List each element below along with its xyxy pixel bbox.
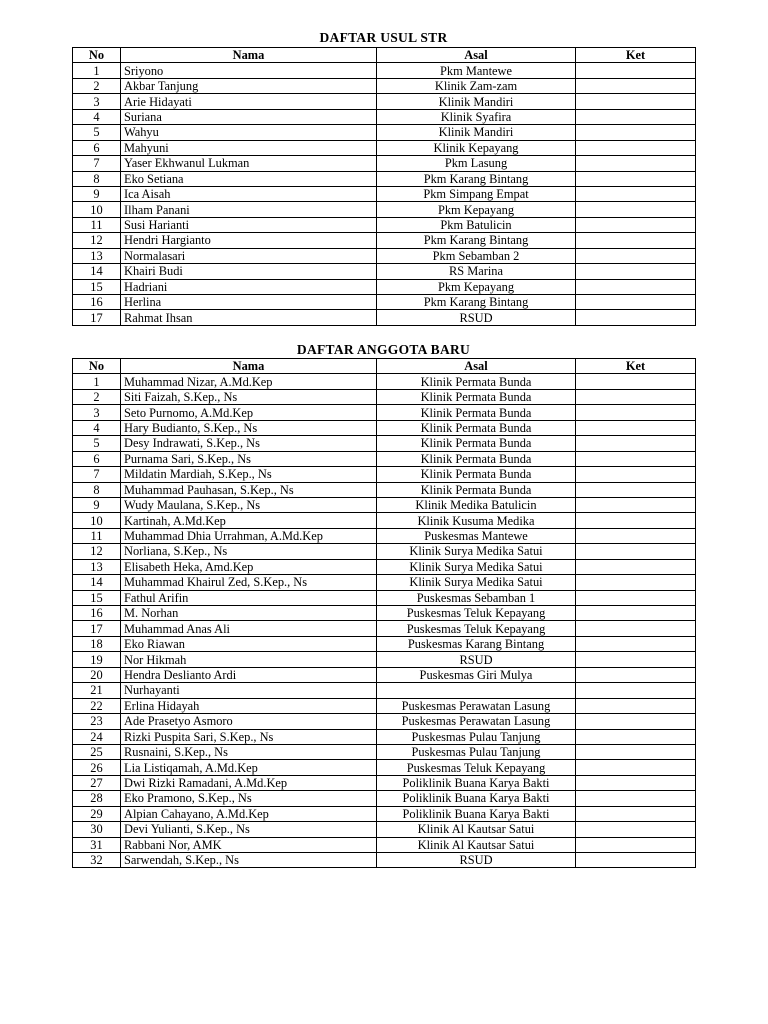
- cell-ket: [576, 279, 696, 294]
- cell-asal: Klinik Permata Bunda: [377, 436, 576, 451]
- table-row: [73, 606, 696, 621]
- table-row: [73, 405, 696, 420]
- cell-ket: [576, 714, 696, 729]
- cell-asal: Puskesmas Perawatan Lasung: [377, 698, 576, 713]
- cell-nama: Rusnaini, S.Kep., Ns: [121, 744, 377, 759]
- cell-nama: Desy Indrawati, S.Kep., Ns: [121, 436, 377, 451]
- cell-asal: Pkm Kepayang: [377, 279, 576, 294]
- cell-ket: [576, 667, 696, 682]
- table-row: [73, 482, 696, 497]
- cell-ket: [576, 497, 696, 512]
- table-row: [73, 140, 696, 155]
- cell-asal: Pkm Karang Bintang: [377, 233, 576, 248]
- cell-ket: [576, 590, 696, 605]
- cell-asal: Puskesmas Teluk Kepayang: [377, 606, 576, 621]
- cell-nama: Muhammad Anas Ali: [121, 621, 377, 636]
- cell-ket: [576, 760, 696, 775]
- table-row: [73, 248, 696, 263]
- cell-ket: [576, 729, 696, 744]
- cell-asal: Puskesmas Mantewe: [377, 528, 576, 543]
- table-row: [73, 171, 696, 186]
- cell-asal: Klinik Surya Medika Satui: [377, 575, 576, 590]
- cell-no: 28: [73, 791, 121, 806]
- cell-asal: Puskesmas Teluk Kepayang: [377, 621, 576, 636]
- cell-nama: Yaser Ekhwanul Lukman: [121, 156, 377, 171]
- cell-ket: [576, 202, 696, 217]
- cell-nama: Ica Aisah: [121, 186, 377, 201]
- cell-no: 24: [73, 729, 121, 744]
- cell-asal: Puskesmas Teluk Kepayang: [377, 760, 576, 775]
- cell-nama: Wahyu: [121, 125, 377, 140]
- table-row: [73, 156, 696, 171]
- cell-no: 12: [73, 544, 121, 559]
- cell-asal: Klinik Mandiri: [377, 125, 576, 140]
- table-row: [73, 806, 696, 821]
- table-row: [73, 698, 696, 713]
- table-row: [73, 652, 696, 667]
- cell-nama: Herlina: [121, 295, 377, 310]
- cell-asal: Klinik Surya Medika Satui: [377, 544, 576, 559]
- cell-nama: Rabbani Nor, AMK: [121, 837, 377, 852]
- cell-ket: [576, 652, 696, 667]
- cell-ket: [576, 374, 696, 389]
- cell-nama: Susi Harianti: [121, 217, 377, 232]
- cell-ket: [576, 125, 696, 140]
- anggota-baru-body: [73, 374, 696, 868]
- cell-no: 22: [73, 698, 121, 713]
- cell-ket: [576, 405, 696, 420]
- cell-no: 6: [73, 451, 121, 466]
- cell-no: 6: [73, 140, 121, 155]
- cell-asal: Klinik Kusuma Medika: [377, 513, 576, 528]
- cell-no: 17: [73, 310, 121, 325]
- usul-str-title: DAFTAR USUL STR: [319, 30, 448, 45]
- cell-no: 12: [73, 233, 121, 248]
- cell-asal: Klinik Medika Batulicin: [377, 497, 576, 512]
- cell-no: 15: [73, 590, 121, 605]
- cell-no: 13: [73, 248, 121, 263]
- cell-ket: [576, 837, 696, 852]
- cell-nama: Muhammad Nizar, A.Md.Kep: [121, 374, 377, 389]
- cell-asal: Pkm Kepayang: [377, 202, 576, 217]
- cell-asal: Puskesmas Giri Mulya: [377, 667, 576, 682]
- table-row: [73, 544, 696, 559]
- cell-ket: [576, 156, 696, 171]
- cell-asal: Klinik Syafira: [377, 109, 576, 124]
- table-row: [73, 575, 696, 590]
- cell-ket: [576, 575, 696, 590]
- cell-nama: Eko Pramono, S.Kep., Ns: [121, 791, 377, 806]
- cell-nama: Eko Setiana: [121, 171, 377, 186]
- cell-nama: Sarwendah, S.Kep., Ns: [121, 853, 377, 868]
- cell-asal: Klinik Permata Bunda: [377, 467, 576, 482]
- cell-no: 17: [73, 621, 121, 636]
- table-row: [73, 310, 696, 325]
- table-row: [73, 744, 696, 759]
- cell-ket: [576, 744, 696, 759]
- cell-asal: Puskesmas Karang Bintang: [377, 636, 576, 651]
- cell-asal: Klinik Permata Bunda: [377, 374, 576, 389]
- cell-asal: Puskesmas Perawatan Lasung: [377, 714, 576, 729]
- cell-no: 16: [73, 606, 121, 621]
- cell-no: 8: [73, 482, 121, 497]
- cell-nama: Hendra Deslianto Ardi: [121, 667, 377, 682]
- cell-ket: [576, 171, 696, 186]
- cell-ket: [576, 420, 696, 435]
- cell-ket: [576, 389, 696, 404]
- table-row: [73, 513, 696, 528]
- table-row: [73, 636, 696, 651]
- header-ket: Ket: [576, 359, 696, 374]
- cell-no: 1: [73, 374, 121, 389]
- cell-nama: Akbar Tanjung: [121, 78, 377, 93]
- header-nama: Nama: [121, 359, 377, 374]
- cell-no: 14: [73, 575, 121, 590]
- table-row: [73, 528, 696, 543]
- table-row: [73, 78, 696, 93]
- cell-ket: [576, 791, 696, 806]
- cell-asal: Pkm Mantewe: [377, 63, 576, 78]
- table-row: [73, 590, 696, 605]
- cell-nama: Siti Faizah, S.Kep., Ns: [121, 389, 377, 404]
- cell-nama: Hendri Hargianto: [121, 233, 377, 248]
- cell-asal: Klinik Al Kautsar Satui: [377, 822, 576, 837]
- cell-asal: Puskesmas Sebamban 1: [377, 590, 576, 605]
- cell-no: 29: [73, 806, 121, 821]
- cell-asal: [377, 683, 576, 698]
- table-row: [73, 822, 696, 837]
- cell-nama: Kartinah, A.Md.Kep: [121, 513, 377, 528]
- cell-nama: Nor Hikmah: [121, 652, 377, 667]
- table-row: [73, 760, 696, 775]
- cell-ket: [576, 544, 696, 559]
- table-header-row: [73, 359, 696, 374]
- cell-asal: Poliklinik Buana Karya Bakti: [377, 791, 576, 806]
- cell-asal: Poliklinik Buana Karya Bakti: [377, 806, 576, 821]
- cell-ket: [576, 559, 696, 574]
- cell-nama: Devi Yulianti, S.Kep., Ns: [121, 822, 377, 837]
- cell-ket: [576, 109, 696, 124]
- cell-no: 14: [73, 264, 121, 279]
- table-row: [73, 729, 696, 744]
- cell-ket: [576, 451, 696, 466]
- cell-ket: [576, 310, 696, 325]
- cell-nama: Sriyono: [121, 63, 377, 78]
- cell-no: 26: [73, 760, 121, 775]
- cell-asal: Klinik Permata Bunda: [377, 405, 576, 420]
- table-row: [73, 125, 696, 140]
- cell-ket: [576, 775, 696, 790]
- cell-ket: [576, 636, 696, 651]
- cell-nama: M. Norhan: [121, 606, 377, 621]
- cell-ket: [576, 248, 696, 263]
- cell-ket: [576, 295, 696, 310]
- cell-ket: [576, 264, 696, 279]
- cell-no: 2: [73, 78, 121, 93]
- table-row: [73, 621, 696, 636]
- cell-ket: [576, 806, 696, 821]
- cell-no: 10: [73, 202, 121, 217]
- cell-asal: RSUD: [377, 310, 576, 325]
- table-row: [73, 451, 696, 466]
- cell-nama: Purnama Sari, S.Kep., Ns: [121, 451, 377, 466]
- cell-no: 7: [73, 467, 121, 482]
- cell-no: 4: [73, 420, 121, 435]
- cell-nama: Hary Budianto, S.Kep., Ns: [121, 420, 377, 435]
- anggota-baru-table: [72, 358, 696, 868]
- cell-no: 5: [73, 125, 121, 140]
- cell-asal: Klinik Permata Bunda: [377, 389, 576, 404]
- cell-ket: [576, 621, 696, 636]
- cell-ket: [576, 186, 696, 201]
- cell-no: 30: [73, 822, 121, 837]
- cell-no: 31: [73, 837, 121, 852]
- cell-no: 4: [73, 109, 121, 124]
- cell-no: 27: [73, 775, 121, 790]
- table-row: [73, 791, 696, 806]
- header-ket: Ket: [576, 48, 696, 63]
- cell-asal: Poliklinik Buana Karya Bakti: [377, 775, 576, 790]
- cell-nama: Alpian Cahayano, A.Md.Kep: [121, 806, 377, 821]
- cell-asal: RSUD: [377, 853, 576, 868]
- table-row: [73, 497, 696, 512]
- cell-no: 7: [73, 156, 121, 171]
- cell-nama: Eko Riawan: [121, 636, 377, 651]
- cell-no: 11: [73, 217, 121, 232]
- cell-ket: [576, 853, 696, 868]
- table-row: [73, 264, 696, 279]
- cell-asal: Klinik Mandiri: [377, 94, 576, 109]
- table-row: [73, 217, 696, 232]
- cell-no: 15: [73, 279, 121, 294]
- cell-nama: Muhammad Pauhasan, S.Kep., Ns: [121, 482, 377, 497]
- table-row: [73, 233, 696, 248]
- cell-asal: Pkm Karang Bintang: [377, 171, 576, 186]
- cell-nama: Elisabeth Heka, Amd.Kep: [121, 559, 377, 574]
- cell-no: 32: [73, 853, 121, 868]
- cell-nama: Muhammad Dhia Urrahman, A.Md.Kep: [121, 528, 377, 543]
- header-asal: Asal: [377, 48, 576, 63]
- cell-no: 18: [73, 636, 121, 651]
- cell-ket: [576, 482, 696, 497]
- cell-nama: Erlina Hidayah: [121, 698, 377, 713]
- table-row: [73, 94, 696, 109]
- table-row: [73, 109, 696, 124]
- table-row: [73, 853, 696, 868]
- cell-ket: [576, 606, 696, 621]
- table-row: [73, 837, 696, 852]
- table-row: [73, 683, 696, 698]
- cell-nama: Mahyuni: [121, 140, 377, 155]
- cell-nama: Dwi Rizki Ramadani, A.Md.Kep: [121, 775, 377, 790]
- cell-ket: [576, 233, 696, 248]
- anggota-baru-title: DAFTAR ANGGOTA BARU: [296, 342, 471, 357]
- cell-no: 25: [73, 744, 121, 759]
- cell-no: 13: [73, 559, 121, 574]
- cell-asal: Klinik Permata Bunda: [377, 420, 576, 435]
- cell-nama: Ilham Panani: [121, 202, 377, 217]
- cell-no: 23: [73, 714, 121, 729]
- cell-nama: Muhammad Khairul Zed, S.Kep., Ns: [121, 575, 377, 590]
- cell-ket: [576, 78, 696, 93]
- cell-asal: Klinik Zam-zam: [377, 78, 576, 93]
- cell-no: 20: [73, 667, 121, 682]
- cell-nama: Normalasari: [121, 248, 377, 263]
- cell-asal: Klinik Kepayang: [377, 140, 576, 155]
- cell-nama: Mildatin Mardiah, S.Kep., Ns: [121, 467, 377, 482]
- table-row: [73, 63, 696, 78]
- cell-no: 9: [73, 186, 121, 201]
- table-row: [73, 186, 696, 201]
- cell-asal: RSUD: [377, 652, 576, 667]
- cell-asal: RS Marina: [377, 264, 576, 279]
- cell-nama: Norliana, S.Kep., Ns: [121, 544, 377, 559]
- cell-no: 19: [73, 652, 121, 667]
- cell-nama: Wudy Maulana, S.Kep., Ns: [121, 497, 377, 512]
- cell-ket: [576, 140, 696, 155]
- header-asal: Asal: [377, 359, 576, 374]
- cell-asal: Pkm Sebamban 2: [377, 248, 576, 263]
- table-row: [73, 467, 696, 482]
- cell-no: 1: [73, 63, 121, 78]
- table-header-row: [73, 48, 696, 63]
- cell-ket: [576, 63, 696, 78]
- cell-asal: Puskesmas Pulau Tanjung: [377, 744, 576, 759]
- cell-asal: Klinik Permata Bunda: [377, 451, 576, 466]
- cell-no: 16: [73, 295, 121, 310]
- cell-nama: Ade Prasetyo Asmoro: [121, 714, 377, 729]
- table-row: [73, 667, 696, 682]
- cell-no: 9: [73, 497, 121, 512]
- cell-no: 8: [73, 171, 121, 186]
- cell-nama: Rahmat Ihsan: [121, 310, 377, 325]
- cell-asal: Pkm Batulicin: [377, 217, 576, 232]
- cell-nama: Lia Listiqamah, A.Md.Kep: [121, 760, 377, 775]
- cell-nama: Rizki Puspita Sari, S.Kep., Ns: [121, 729, 377, 744]
- header-no: No: [73, 48, 121, 63]
- cell-asal: Pkm Simpang Empat: [377, 186, 576, 201]
- cell-no: 11: [73, 528, 121, 543]
- table-row: [73, 374, 696, 389]
- cell-no: 3: [73, 94, 121, 109]
- cell-ket: [576, 513, 696, 528]
- cell-ket: [576, 822, 696, 837]
- cell-asal: Pkm Lasung: [377, 156, 576, 171]
- cell-ket: [576, 467, 696, 482]
- cell-no: 21: [73, 683, 121, 698]
- cell-asal: Klinik Al Kautsar Satui: [377, 837, 576, 852]
- cell-asal: Klinik Surya Medika Satui: [377, 559, 576, 574]
- table-row: [73, 295, 696, 310]
- cell-nama: Seto Purnomo, A.Md.Kep: [121, 405, 377, 420]
- header-no: No: [73, 359, 121, 374]
- cell-nama: Suriana: [121, 109, 377, 124]
- cell-no: 3: [73, 405, 121, 420]
- cell-ket: [576, 528, 696, 543]
- cell-nama: Hadriani: [121, 279, 377, 294]
- cell-ket: [576, 217, 696, 232]
- cell-nama: Arie Hidayati: [121, 94, 377, 109]
- cell-no: 5: [73, 436, 121, 451]
- table-row: [73, 279, 696, 294]
- cell-nama: Khairi Budi: [121, 264, 377, 279]
- cell-ket: [576, 436, 696, 451]
- table-row: [73, 775, 696, 790]
- usul-str-table: [72, 47, 696, 326]
- usul-str-body: [73, 63, 696, 325]
- cell-ket: [576, 698, 696, 713]
- cell-nama: Nurhayanti: [121, 683, 377, 698]
- table-row: [73, 559, 696, 574]
- cell-asal: Pkm Karang Bintang: [377, 295, 576, 310]
- table-row: [73, 420, 696, 435]
- table-row: [73, 389, 696, 404]
- cell-no: 2: [73, 389, 121, 404]
- cell-ket: [576, 683, 696, 698]
- table-row: [73, 714, 696, 729]
- cell-nama: Fathul Arifin: [121, 590, 377, 605]
- table-row: [73, 202, 696, 217]
- cell-ket: [576, 94, 696, 109]
- cell-asal: Puskesmas Pulau Tanjung: [377, 729, 576, 744]
- cell-asal: Klinik Permata Bunda: [377, 482, 576, 497]
- cell-no: 10: [73, 513, 121, 528]
- table-row: [73, 436, 696, 451]
- header-nama: Nama: [121, 48, 377, 63]
